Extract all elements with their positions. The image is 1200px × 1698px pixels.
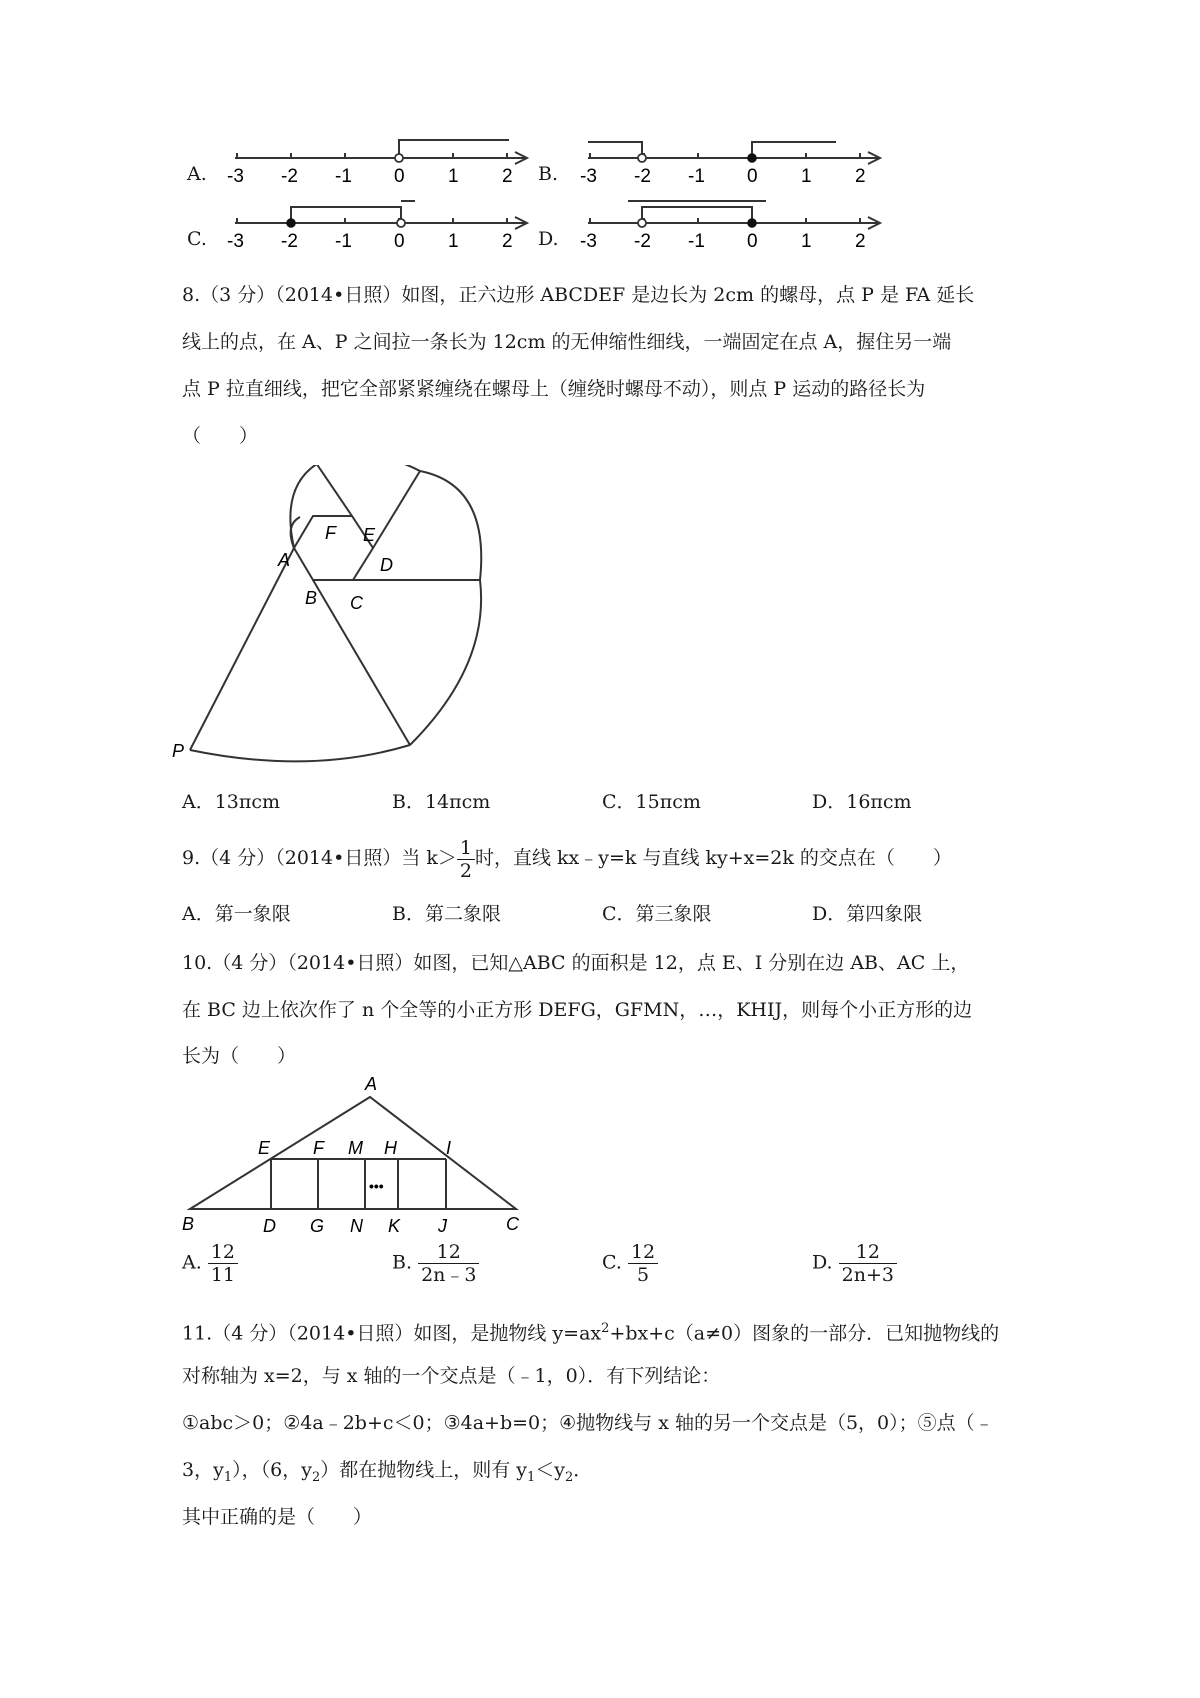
tick-label: 1	[801, 166, 812, 187]
tick-label: -2	[281, 166, 298, 187]
q11-line-5: 其中正确的是（ ）	[182, 1506, 373, 1528]
q10-option-d[interactable]	[812, 1241, 897, 1286]
q9-stem	[182, 834, 952, 882]
vertex-label-g: G	[310, 1216, 325, 1236]
hexagon-nut-figure	[170, 465, 510, 775]
q10-option-c[interactable]	[602, 1241, 658, 1286]
q9-option-b[interactable]: B．第二象限	[392, 903, 501, 925]
q8-line-2: 线上的点，在 A、P 之间拉一条长为 12cm 的无伸缩性细线，一端固定在点 A，握住另一端	[182, 331, 952, 353]
tick-label: -3	[580, 231, 597, 252]
text-run: 3，y	[182, 1459, 224, 1481]
q8-option-c[interactable]: C．15πcm	[602, 791, 701, 813]
tick-label: 2	[855, 166, 866, 187]
vertex-label-n: N	[350, 1216, 363, 1236]
tick-label: -1	[335, 231, 352, 252]
tick-label: 2	[855, 231, 866, 252]
q10-option-b[interactable]	[392, 1241, 479, 1286]
triangle-squares-figure	[178, 1075, 528, 1240]
text-run: ）都在抛物线上，则有 y	[320, 1459, 527, 1481]
q11-line-1	[182, 1317, 999, 1345]
q9-fraction	[457, 837, 475, 882]
vertex-label-c: C	[350, 593, 363, 613]
option-b-label: B.	[538, 163, 559, 185]
q9-prefix: 9.（4 分）（2014•日照）当 k＞	[182, 847, 457, 869]
superscript: 2	[601, 1321, 610, 1336]
frac-den: 2n﹣3	[421, 1264, 477, 1286]
number-line-c	[225, 193, 535, 255]
q9-suffix: 时，直线 kx﹣y=k 与直线 ky+x=2k 的交点在（ ）	[474, 847, 952, 869]
vertex-label-i: I	[446, 1138, 452, 1158]
closed-point	[748, 154, 756, 162]
q10-option-a[interactable]	[182, 1241, 238, 1286]
q8-option-a[interactable]: A．13πcm	[182, 791, 281, 813]
q10-option-c-letter: C.	[602, 1251, 622, 1274]
tick-label: -1	[335, 166, 352, 187]
closed-point	[287, 219, 295, 227]
q11-line-3: ①abc＞0；②4a﹣2b+c＜0；③4a+b=0；④抛物线与 x 轴的另一个交点是（5，0）；⑤点（﹣	[182, 1412, 994, 1434]
q8-line-4: （ ）	[182, 425, 259, 447]
number-line-a	[225, 128, 535, 190]
frac-den: 11	[210, 1264, 235, 1286]
tick-label: 0	[394, 166, 405, 187]
tick-label: -3	[227, 166, 244, 187]
text-run: ），（6，y	[232, 1459, 312, 1481]
vertex-label-e: E	[363, 525, 376, 545]
q8-option-b[interactable]: B．14πcm	[392, 791, 491, 813]
frac-num: 12	[839, 1241, 897, 1264]
tick-label: 1	[448, 231, 459, 252]
frac-den: 5	[637, 1264, 650, 1286]
tick-label: 1	[448, 166, 459, 187]
text-run: ＜y	[535, 1459, 566, 1481]
q10-option-c-fraction	[628, 1241, 658, 1286]
tick-label: -2	[634, 166, 651, 187]
subscript: 1	[223, 1469, 233, 1485]
frac-den: 2n+3	[841, 1264, 894, 1286]
q11-line-2: 对称轴为 x=2，与 x 轴的一个交点是（﹣1，0）．有下列结论：	[182, 1365, 721, 1387]
tick-label: -2	[634, 231, 651, 252]
subscript: 2	[311, 1469, 321, 1485]
number-line-d	[578, 193, 888, 255]
q10-option-d-fraction	[839, 1241, 897, 1286]
tick-label: 2	[502, 231, 513, 252]
q9-option-c[interactable]: C．第三象限	[602, 903, 712, 925]
ellipsis-dots: •••	[369, 1178, 384, 1194]
vertex-label-f: F	[313, 1138, 324, 1158]
tick-label: -3	[227, 231, 244, 252]
q10-option-b-letter: B.	[392, 1251, 413, 1274]
subscript: 2	[565, 1469, 574, 1485]
vertex-label-j: J	[438, 1216, 447, 1236]
tick-label: -1	[688, 231, 705, 252]
number-line-b	[578, 128, 888, 190]
point-label-p: P	[172, 741, 185, 761]
vertex-label-d: D	[263, 1216, 276, 1236]
q11-line-1-a: 11.（4 分）（2014•日照）如图，是抛物线 y=ax	[182, 1322, 602, 1345]
q8-line-1: 8.（3 分）（2014•日照）如图，正六边形 ABCDEF 是边长为 2cm 的螺母，点 P 是 FA 延长	[182, 284, 975, 306]
q10-option-a-letter: A.	[182, 1251, 202, 1274]
frac-num: 12	[418, 1241, 479, 1264]
tick-label: 0	[747, 166, 758, 187]
vertex-label-b: B	[182, 1214, 195, 1234]
q10-option-b-fraction	[418, 1241, 479, 1286]
vertex-label-e: E	[258, 1138, 271, 1158]
tick-label: -2	[281, 231, 298, 252]
q11-line-1-b: +bx+c（a≠0）图象的一部分．已知抛物线的	[609, 1322, 1000, 1345]
tick-label: 0	[394, 231, 405, 252]
q9-option-a[interactable]: A．第一象限	[182, 903, 291, 925]
q10-line-1: 10.（4 分）（2014•日照）如图，已知△ABC 的面积是 12，点 E、I 分别在边 AB、AC 上，	[182, 952, 970, 974]
open-point	[638, 154, 646, 162]
vertex-label-h: H	[384, 1138, 397, 1158]
q9-frac-num: 1	[457, 837, 475, 860]
closed-point	[748, 219, 756, 227]
q8-line-3: 点 P 拉直细线，把它全部紧紧缠绕在螺母上（缠绕时螺母不动），则点 P 运动的路径长为	[182, 378, 926, 400]
tick-label: -3	[580, 166, 597, 187]
option-a-label: A.	[187, 163, 207, 185]
text-run: ．	[573, 1459, 593, 1481]
q11-line-4	[182, 1458, 592, 1490]
q10-option-a-fraction	[208, 1241, 238, 1286]
tick-label: -1	[688, 166, 705, 187]
vertex-label-a: A	[278, 550, 291, 570]
tick-label: 1	[801, 231, 812, 252]
open-point	[638, 219, 646, 227]
option-c-label: C.	[187, 228, 207, 250]
q9-frac-den: 2	[459, 859, 472, 882]
q8-option-d[interactable]: D．16πcm	[812, 791, 912, 813]
vertex-label-a: A	[365, 1075, 378, 1094]
vertex-label-c: C	[506, 1214, 519, 1234]
open-point	[397, 219, 405, 227]
tick-label: 0	[747, 231, 758, 252]
q10-line-3: 长为（ ）	[182, 1045, 297, 1067]
vertex-label-f: F	[325, 523, 336, 543]
q9-option-d[interactable]: D．第四象限	[812, 903, 923, 925]
frac-num: 12	[208, 1241, 238, 1264]
vertex-label-m: M	[348, 1138, 363, 1158]
q10-line-2: 在 BC 边上依次作了 n 个全等的小正方形 DEFG，GFMN，…，KHIJ，则每个小正方形的边	[182, 999, 973, 1021]
option-d-label: D.	[538, 228, 559, 250]
subscript: 1	[527, 1469, 536, 1485]
vertex-label-k: K	[388, 1216, 401, 1236]
vertex-label-d: D	[380, 555, 393, 575]
open-point	[395, 154, 403, 162]
q10-option-d-letter: D.	[812, 1251, 833, 1274]
frac-num: 12	[628, 1241, 658, 1264]
vertex-label-b: B	[305, 588, 318, 608]
tick-label: 2	[502, 166, 513, 187]
